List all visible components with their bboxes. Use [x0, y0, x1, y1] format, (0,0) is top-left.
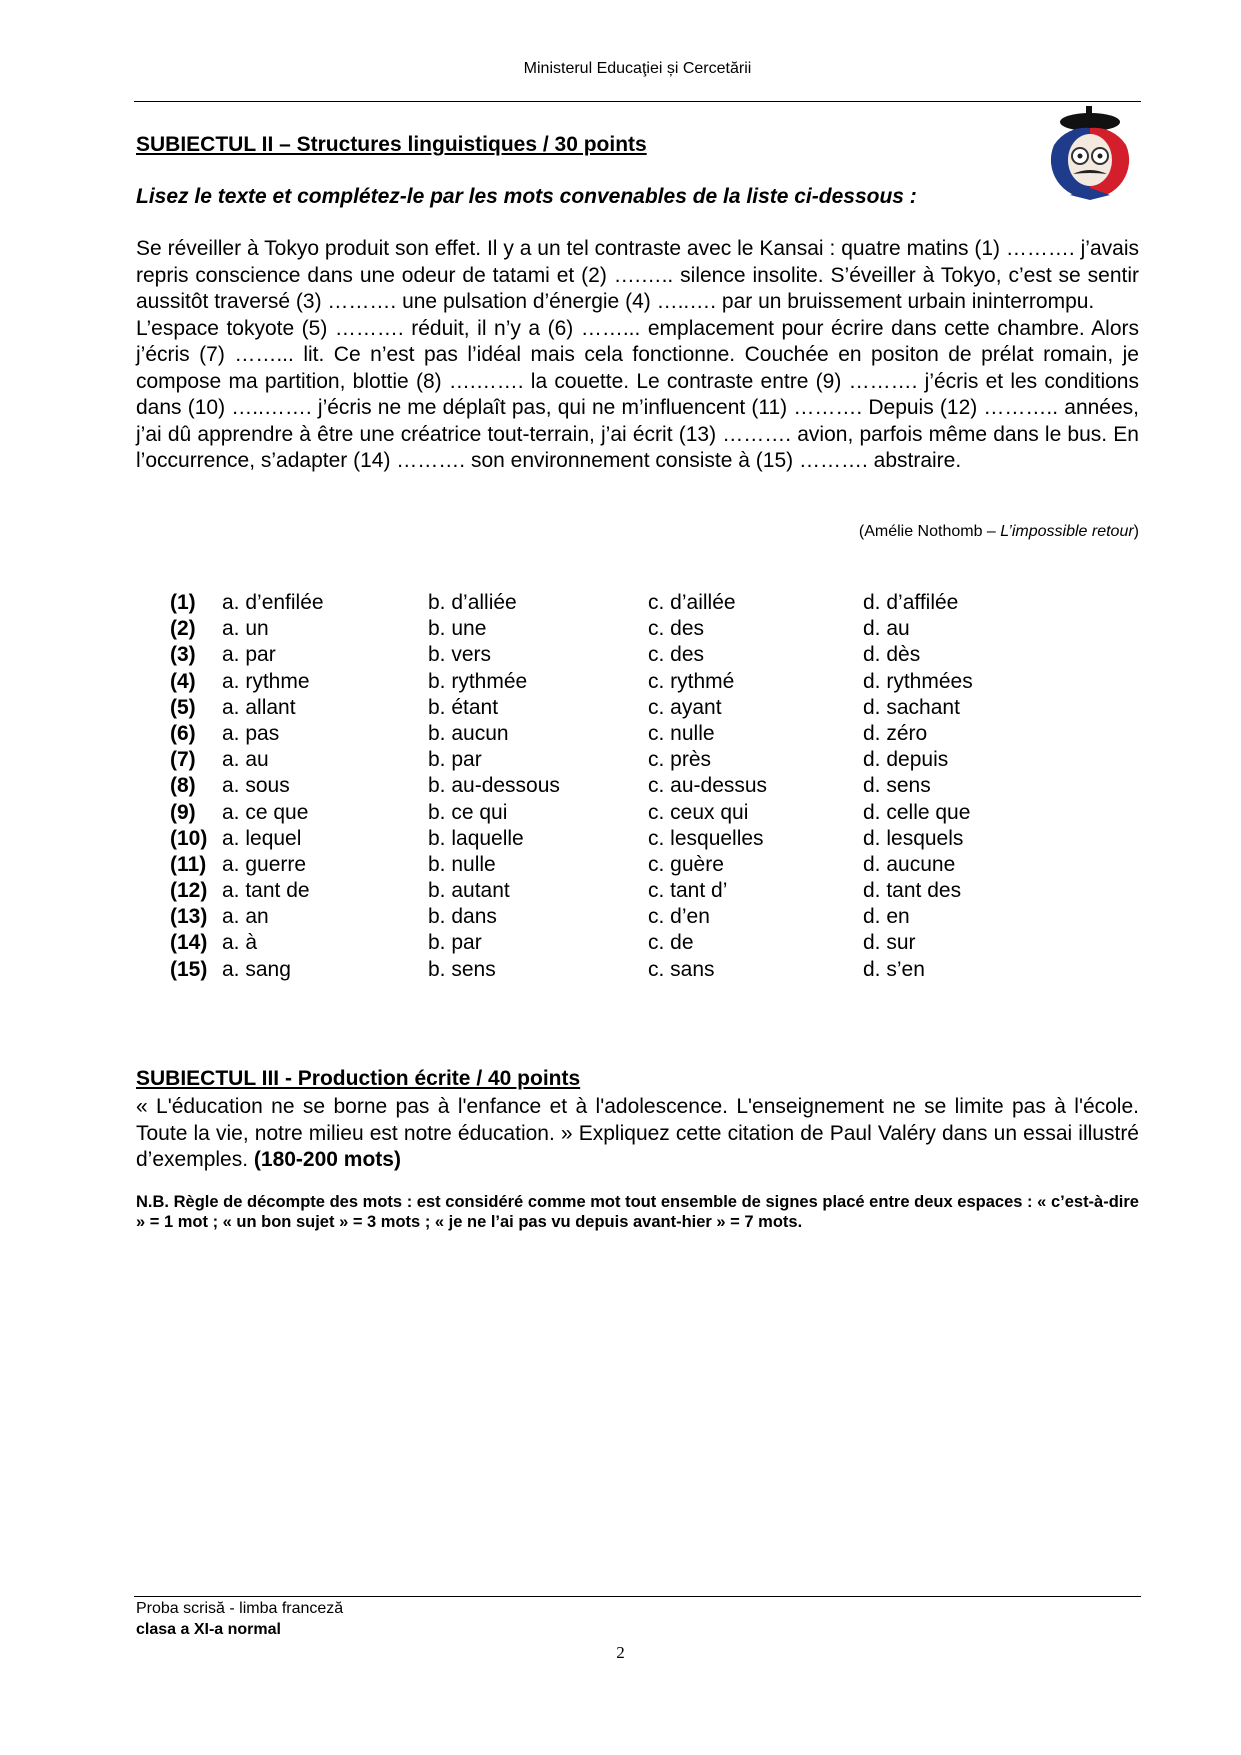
option-row: [170, 643, 1120, 669]
option-b: b. au-dessous: [428, 774, 560, 798]
option-d: d. depuis: [863, 748, 949, 772]
option-c: c. des: [648, 617, 705, 641]
option-d: d. zéro: [863, 721, 928, 745]
option-row: [170, 827, 1120, 853]
option-c: c. sans: [648, 957, 715, 981]
option-d: d. d’affilée: [863, 591, 959, 614]
option-c: c. de: [648, 931, 694, 955]
option-row: [170, 748, 1120, 774]
option-b: b. autant: [428, 879, 510, 903]
passage-attribution: [859, 523, 1139, 541]
attribution-author: (Amélie Nothomb –: [858, 523, 1001, 540]
option-c: c. rythmé: [648, 669, 735, 693]
attribution-title: L’impossible retour: [1000, 523, 1134, 540]
option-b: b. étant: [428, 695, 499, 719]
option-number: (9): [170, 800, 196, 824]
answer-options-list: [170, 591, 1120, 984]
option-c: c. lesquelles: [648, 826, 764, 850]
footer-class: clasa a XI-a normal: [136, 1621, 281, 1638]
section2-title: SUBIECTUL II – Structures linguistiques / 30 points: [136, 133, 647, 156]
option-c: c. tant d’: [648, 879, 728, 903]
option-a: a. par: [222, 643, 276, 667]
option-c: c. des: [648, 643, 705, 667]
option-c: c. nulle: [648, 721, 715, 745]
word-count: (180-200 mots): [253, 1148, 401, 1171]
passage-paragraph-1: Se réveiller à Tokyo produit son effet. Il y a un tel contraste avec le Kansai : quatre matins (1) ………. j’avais repris conscience dans une odeur de tatami et (2) ….….. silence insolite. S’éveiller à Tokyo, c’est se sentir aussitôt traversé (3) ………. une pulsation d’énergie (4) …..…. par un bruissement urbain ininterrompu.: [136, 237, 1139, 313]
option-row: [170, 958, 1120, 984]
footer-exam-name: Proba scrisă - limba franceză: [136, 1600, 344, 1617]
option-b: b. par: [428, 931, 482, 955]
option-row: [170, 774, 1120, 800]
ministry-header: Ministerul Educaţiei și Cercetării: [523, 60, 752, 77]
page-number: 2: [616, 1643, 625, 1662]
option-d: d. aucune: [863, 852, 956, 876]
option-a: a. d’enfilée: [222, 591, 324, 614]
option-b: b. ce qui: [428, 800, 508, 824]
option-b: b. rythmée: [428, 669, 528, 693]
option-b: b. laquelle: [428, 826, 524, 850]
attribution-close: ): [1133, 523, 1139, 540]
option-number: (13): [170, 905, 208, 929]
option-b: b. nulle: [428, 852, 496, 876]
option-c: c. au-dessus: [648, 774, 768, 798]
option-d: d. en: [863, 905, 910, 929]
option-b: b. vers: [428, 643, 492, 667]
header-divider: [134, 101, 1141, 102]
option-c: c. d’en: [648, 905, 710, 929]
option-c: c. près: [648, 748, 712, 772]
option-d: d. lesquels: [863, 826, 964, 850]
option-row: [170, 931, 1120, 957]
option-number: (4): [170, 669, 196, 693]
option-a: a. guerre: [222, 852, 307, 876]
option-row: [170, 617, 1120, 643]
option-row: [170, 801, 1120, 827]
option-b: b. dans: [428, 905, 497, 929]
option-c: c. guère: [648, 852, 724, 876]
essay-prompt: [136, 1094, 1139, 1174]
option-a: a. sang: [222, 957, 291, 981]
option-b: b. par: [428, 748, 482, 772]
option-row: [170, 670, 1120, 696]
option-row: [170, 696, 1120, 722]
option-c: c. ceux qui: [648, 800, 749, 824]
option-c: c. d’aillée: [648, 591, 736, 614]
option-d: d. sur: [863, 931, 916, 955]
cloze-passage: [136, 236, 1139, 475]
option-c: c. ayant: [648, 695, 722, 719]
option-row: [170, 591, 1120, 617]
option-a: a. lequel: [222, 826, 302, 850]
option-a: a. sous: [222, 774, 290, 798]
option-a: a. an: [222, 905, 269, 929]
option-d: d. tant des: [863, 879, 962, 903]
option-a: a. rythme: [222, 669, 310, 693]
option-number: (1): [170, 591, 196, 614]
section3-title: SUBIECTUL III - Production écrite / 40 points: [136, 1067, 581, 1090]
essay-prompt-text: « L'éducation ne se borne pas à l'enfance et à l'adolescence. L'enseignement ne se limite pas à l'école. Toute la vie, notre milieu est notre éducation. » Expliquez cette citation de Paul Valéry dans un essai illustré d’exemples.: [136, 1095, 1139, 1171]
option-d: d. au: [863, 617, 910, 641]
option-a: a. allant: [222, 695, 296, 719]
option-d: d. s’en: [863, 957, 925, 981]
option-a: a. ce que: [222, 800, 309, 824]
footer-divider: [134, 1596, 1141, 1597]
option-number: (15): [170, 957, 208, 981]
option-d: d. dès: [863, 643, 921, 667]
option-row: [170, 853, 1120, 879]
option-b: b. d’alliée: [428, 591, 517, 614]
option-number: (7): [170, 748, 196, 772]
option-number: (3): [170, 643, 196, 667]
option-number: (5): [170, 695, 196, 719]
option-number: (2): [170, 617, 196, 641]
option-a: a. au: [222, 748, 269, 772]
option-d: d. rythmées: [863, 669, 973, 693]
option-b: b. une: [428, 617, 487, 641]
option-d: d. sachant: [863, 695, 960, 719]
option-row: [170, 722, 1120, 748]
option-number: (11): [170, 852, 207, 876]
option-number: (6): [170, 721, 196, 745]
option-b: b. aucun: [428, 721, 509, 745]
option-d: d. celle que: [863, 800, 971, 824]
section2-instruction: Lisez le texte et complétez-le par les mots convenables de la liste ci-dessous :: [136, 185, 917, 208]
word-count-rule: N.B. Règle de décompte des mots : est considéré comme mot tout ensemble de signes placé entre deux espaces : « c’est-à-dire » = 1 mot ; « un bon sujet » = 3 mots ; « je ne l’ai pas vu depuis avant-hier » = 7 mots.: [136, 1193, 1139, 1231]
option-number: (10): [170, 826, 208, 850]
option-a: a. tant de: [222, 879, 310, 903]
option-a: a. un: [222, 617, 269, 641]
option-number: (8): [170, 774, 196, 798]
option-number: (14): [170, 931, 208, 955]
option-d: d. sens: [863, 774, 931, 798]
option-row: [170, 905, 1120, 931]
option-a: a. à: [222, 931, 258, 955]
passage-paragraph-2: L’espace tokyote (5) ………. réduit, il n’y a (6) ……... emplacement pour écrire dans cette chambre. Alors j’écris (7) ……... lit. Ce n’est pas l’idéal mais cela fonctionne. Couchée en positon de prélat romain, je compose ma partition, blottie (8) ….……. la couette. Le contraste entre (9) ………. j’écris et les conditions dans (10) …..……. j’écris ne me déplaît pas, qui ne m’influencent (11) ………. Depuis (12) ……….. années, j’ai dû apprendre à être une créatrice tout-terrain, j’ai écrit (13) ………. avion, parfois même dans le bus. En l’occurrence, s’adapter (14) ………. son environnement consiste à (15) ………. abstraire.: [136, 316, 1139, 472]
option-number: (12): [170, 879, 208, 903]
option-b: b. sens: [428, 957, 496, 981]
option-row: [170, 879, 1120, 905]
option-a: a. pas: [222, 721, 280, 745]
